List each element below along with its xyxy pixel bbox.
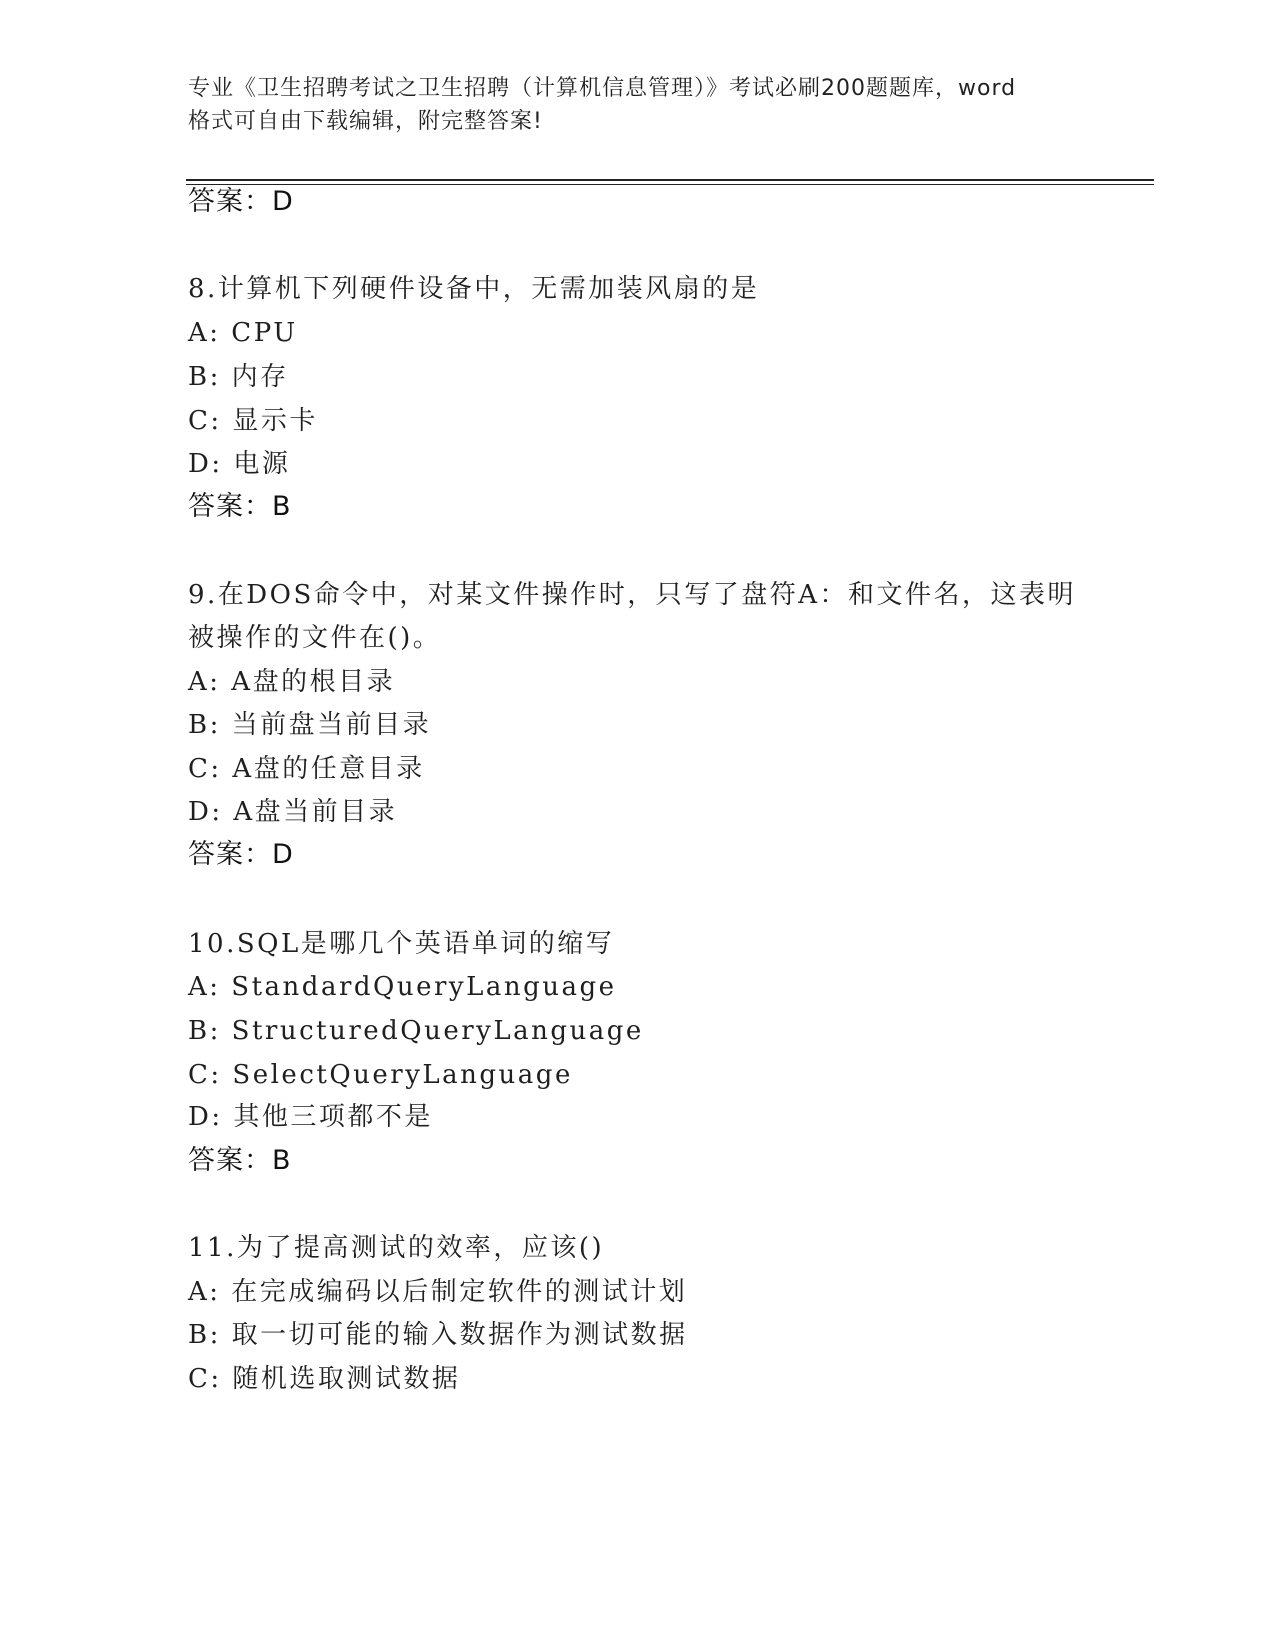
header-line-1: 专业《卫生招聘考试之卫生招聘（计算机信息管理）》考试必刷200题题库，word xyxy=(188,76,1017,101)
question-8-answer: 答案：B xyxy=(188,491,292,522)
question-8-option-c: C: 显示卡 xyxy=(188,406,318,436)
question-8-option-a: A: CPU xyxy=(188,318,298,348)
document-header xyxy=(188,72,1088,138)
question-9-text-line-1: 9.在DOS命令中，对某文件操作时，只写了盘符A：和文件名，这表明 xyxy=(188,580,1077,610)
header-line-2: 格式可自由下载编辑，附完整答案! xyxy=(188,109,543,134)
question-10-option-d: D: 其他三项都不是 xyxy=(188,1102,433,1132)
answer-line: 答案：D xyxy=(188,186,294,217)
question-9-option-d: D: A盘当前目录 xyxy=(188,797,398,827)
question-8-option-d: D: 电源 xyxy=(188,449,291,479)
question-11-option-a: A: 在完成编码以后制定软件的测试计划 xyxy=(188,1277,688,1307)
question-10-option-b: B: StructuredQueryLanguage xyxy=(188,1016,644,1046)
question-9-option-a: A: A盘的根目录 xyxy=(188,667,396,697)
question-9-option-c: C: A盘的任意目录 xyxy=(188,754,425,784)
question-11-option-c: C: 随机选取测试数据 xyxy=(188,1364,461,1394)
question-9-text-line-2: 被操作的文件在()。 xyxy=(188,623,442,653)
question-11-option-b: B: 取一切可能的输入数据作为测试数据 xyxy=(188,1320,688,1350)
question-9-option-b: B: 当前盘当前目录 xyxy=(188,710,432,740)
question-10-text: 10.SQL是哪几个英语单词的缩写 xyxy=(188,929,615,959)
question-8-text: 8.计算机下列硬件设备中，无需加装风扇的是 xyxy=(188,274,760,304)
question-10-option-a: A: StandardQueryLanguage xyxy=(188,972,617,1002)
question-9-answer: 答案：D xyxy=(188,839,294,870)
question-10-answer: 答案：B xyxy=(188,1145,292,1176)
header-divider xyxy=(186,179,1154,185)
question-10-option-c: C: SelectQueryLanguage xyxy=(188,1060,573,1090)
question-8-option-b: B: 内存 xyxy=(188,362,289,392)
question-11-text: 11.为了提高测试的效率，应该() xyxy=(188,1233,605,1263)
